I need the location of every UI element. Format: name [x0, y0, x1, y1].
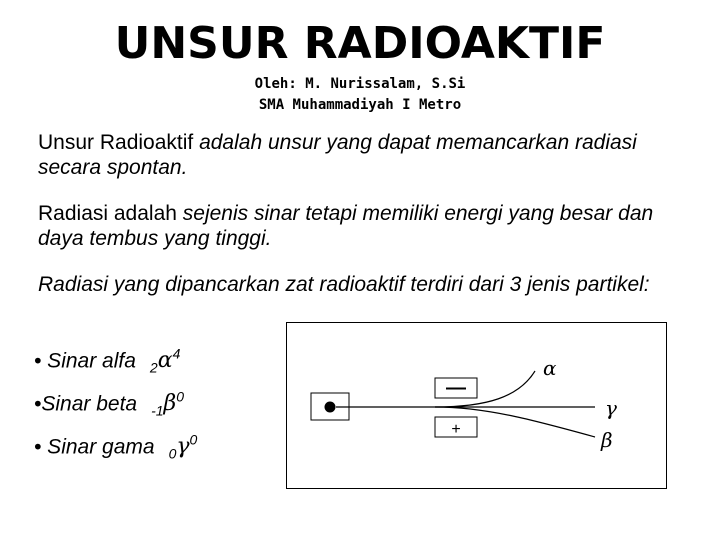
paragraph-term: Unsur Radioaktif: [38, 131, 200, 154]
radiation-deflection-diagram: [286, 322, 667, 489]
list-item-gamma: [34, 432, 197, 462]
list-item-alpha: [34, 346, 180, 376]
list-item-beta: [34, 389, 184, 419]
gamma-symbol: $_0\gamma^0$: [168, 432, 198, 462]
bullet-label: •Sinar beta: [34, 392, 138, 416]
alpha-label: α: [543, 356, 557, 380]
paragraph-definition-radioactive: [38, 130, 688, 180]
bullet-label: • Sinar gama: [34, 435, 155, 459]
paragraph-text: Radiasi yang dipancarkan zat radioaktif terdiri dari 3 jenis partikel:: [38, 273, 650, 296]
positive-sign: +: [451, 421, 461, 438]
gamma-label: γ: [605, 396, 617, 420]
diagram-canvas: [287, 323, 668, 490]
beta-symbol: $_{-1}\beta^0$: [151, 389, 185, 419]
paragraph-definition-radiation: [38, 201, 688, 251]
author-name: Oleh: M. Nurissalam, S.Si: [254, 76, 466, 92]
author-block: [0, 74, 720, 116]
alpha-symbol: $_2\alpha^4$: [149, 346, 181, 376]
bullet-label: • Sinar alfa: [34, 349, 136, 373]
author-school: SMA Muhammadiyah I Metro: [258, 97, 462, 113]
radioactive-source-dot: [325, 402, 336, 413]
paragraph-text: sejenis sinar tetapi memiliki energi yang besar dan daya tembus yang tinggi.: [38, 202, 654, 250]
negative-sign: —: [446, 377, 466, 399]
paragraph-term: Radiasi adalah: [38, 202, 183, 225]
paragraph-particle-types: [38, 272, 688, 297]
page-title: UNSUR RADIOAKTIF: [114, 18, 606, 69]
beta-label: β: [601, 428, 613, 452]
paragraph-text: adalah unsur yang dapat memancarkan radiasi secara spontan.: [38, 131, 637, 179]
